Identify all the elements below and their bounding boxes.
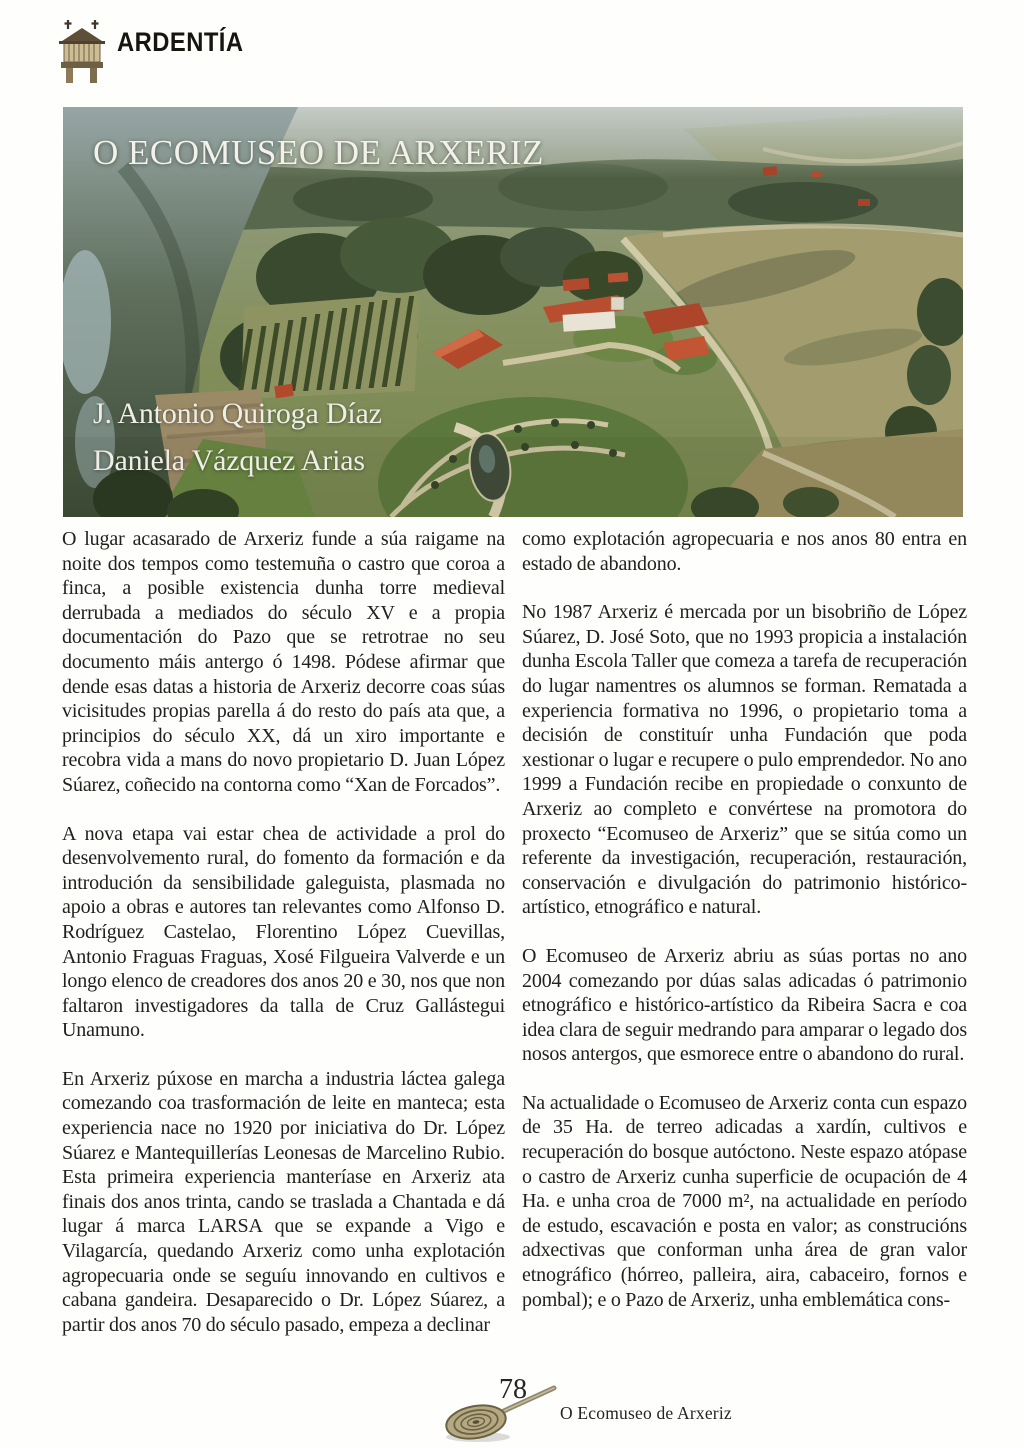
author-2: Daniela Vázquez Arias — [93, 444, 365, 477]
hero-figure — [63, 107, 963, 517]
brand-name: ARDENTÍA — [117, 27, 244, 58]
author-names — [93, 390, 382, 484]
paragraph-right-3: O Ecomuseo de Arxeriz abriu as súas portas no ano 2004 comezando por dúas salas adicadas ó patrimonio etnográfico e histórico-artístico da Ribeira Sacra e coa idea clara de seguir medrando para amparar o legado dos nosos antergos, que esmorece entre o abandono do rural. — [522, 944, 967, 1066]
left-column — [62, 527, 505, 1361]
article-title: O ECOMUSEO DE ARXERIZ — [93, 133, 544, 172]
paragraph-left-2: A nova etapa vai estar chea de actividade a prol do desenvolvemento rural, do fomento da formación e da introdución da sensibilidade galeguista, plasmada no apoio a obras e autores tan relevantes como Alfonso D. Rodríguez Castelao, Florentino López Cuevillas, Antonio Fraguas Fraguas, Xosé Filgueira Valverde e un longo elenco de creadores dos anos 20 e 30, nos que non faltaron investigadores da talla de Cruz Gallástegui Unamuno. — [62, 822, 505, 1042]
horreo-granary-icon — [56, 14, 108, 88]
paragraph-right-2: No 1987 Arxeriz é mercada por un bisobriño de López Súarez, D. José Soto, que no 1993 propicia a instalación dunha Escola Taller que comeza a tarefa de recuperación do lugar namentres os alumnos se forman. Rematada a experiencia formativa no 1996, o propietario toma a decisión de constituír unha Fundación que poda xestionar o lugar e recupere o pulo emprendedor. No ano 1999 a Fundación recibe en propiedade o conxunto de Arxeriz ao completo e convértese na promotora do proxecto “Ecomuseo de Arxeriz” que se sitúa como un referente da investigación, recuperación, restauración, conservación e divulgación do patrimonio histórico-artístico, etnográfico e natural. — [522, 601, 967, 919]
spiral-horn-icon — [432, 1380, 562, 1444]
paragraph-left-3: En Arxeriz púxose en marcha a industria láctea galega comezando coa trasformación de leite en manteca; esta experiencia nace no 1920 por iniciativa do Dr. López Súarez e Mantequillerías Leonesas de Marcelino Rubio. Esta primeira experiencia manteríase en Arxeriz ata finais dos anos trinta, cando se traslada a Chantada e dá lugar á marca LARSA que se expande a Vigo e Vilagarcía, quedando Arxeriz como unha explotación agropecuaria onde se seguíu innovando en cultivos e cabana gandeira. Desaparecido o Dr. López Súarez, a partir dos anos 70 do século pasado, empeza a declinar — [62, 1067, 505, 1336]
masthead — [56, 14, 250, 88]
page-number: 78 — [499, 1374, 527, 1405]
author-1: J. Antonio Quiroga Díaz — [93, 397, 382, 430]
page-footer — [0, 1372, 1024, 1448]
footer-caption: O Ecomuseo de Arxeriz — [560, 1403, 732, 1423]
right-column — [522, 527, 967, 1336]
paragraph-left-1: O lugar acasarado de Arxeriz funde a súa raigame na noite dos tempos como testemuña o castro que coroa a finca, a posible existencia dunha torre medieval derrubada a mediados do século XV e a propia documentación do Pazo que se retrotrae no seu documento máis antergo ó 1498. Pódese afirmar que dende esas datas a historia de Arxeriz decorre coas súas vicisitudes propias parella á do resto do país ata que, a principios do século XX, dá un xiro importante e recobra vida a mans do novo propietario D. Juan López Súarez, coñecido na contorna como “Xan de Forcados”. — [62, 528, 505, 796]
paragraph-right-4: Na actualidade o Ecomuseo de Arxeriz conta cun espazo de 35 Ha. de terreo adicadas a xardín, cultivos e recuperación do bosque autóctono. Neste espazo atópase o castro de Arxeriz cunha superficie de ocupación de 4 Ha. e unha croa de 7000 m², na actualidade en período de estudo, escavación e posta en valor; as construcións adxectivas que conforman unha área de gran valor etnográfico (hórreo, palleira, aira, cabaceiro, fornos e pombal); e o Pazo de Arxeriz, unha emblemática cons- — [522, 1091, 967, 1311]
paragraph-right-1: como explotación agropecuaria e nos anos 80 entra en estado de abandono. — [522, 528, 967, 575]
